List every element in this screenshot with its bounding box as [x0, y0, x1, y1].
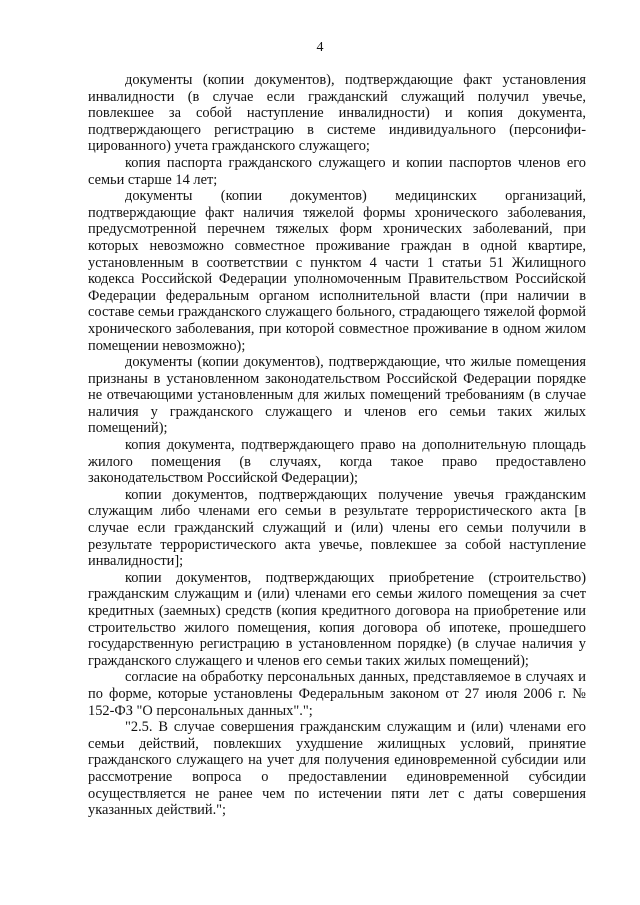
- paragraph-medical-documents: документы (копии документов) медицинских организаций, подтверждающие факт наличия тяжелой формы хронического заболевания, предусмотренной перечнем тяжелых форм хронических заболеваний, при которых невозможно совместное проживание граждан в одной квартире, установленным в соответствии с пунктом 4 части 1 статьи 51 Жилищного кодекса Российской Федерации уполномоченным Правительством Российской Федерации федеральным органом исполнительной власти (при наличии в составе семьи гражданского служащего больного, страдающего тяжелой формой хронического заболевания, при которой совместное проживание в одном жилом помещении невозможно);: [88, 188, 586, 354]
- paragraph-personal-data-consent: согласие на обработку персональных данных, представляемое в случаях и по форме, которые установлены Федеральным законом от 27 июля 2006 г. № 152-ФЗ "О персональных данных".";: [88, 669, 586, 719]
- paragraph-clause-2-5: "2.5. В случае совершения гражданским служащим и (или) членами его семьи действий, повлекших ухудшение жилищных условий, принятие гражданского служащего на учет для получения единовременной субсидии или рассмотрение вопроса о предоставлении единовременной субсидии осуществляется не ранее чем по истечении пяти лет с даты совершения указанных действий.";: [88, 719, 586, 819]
- document-body: [88, 72, 586, 819]
- paragraph-unfit-housing: документы (копии документов), подтверждающие, что жилые помещения признаны в установленном законодательством Российской Федерации порядке не отвечающими установленным для жилых помещений требованиям (в случае наличия у гражданского служащего и членов его семьи таких жилых помещений);: [88, 354, 586, 437]
- paragraph-additional-area: копия документа, подтверждающего право на дополнительную площадь жилого помещения (в случаях, когда такое право предоставлено законодательством Российской Федерации);: [88, 437, 586, 487]
- paragraph-disability-documents: документы (копии документов), подтверждающие факт установления инвалидности (в случае если гражданский служащий получил увечье, повлекшее за собой наступление инвалидности) и копия документа, подтверждающего регистрацию в системе индивидуального (персонифицированного) учета гражданского служащего;: [88, 72, 586, 155]
- paragraph-terror-injury: копии документов, подтверждающих получение увечья гражданским служащим либо членами его семьи в результате террористического акта [в случае если гражданский служащий и (или) члены его семьи получили в результате террористического акта увечье, повлекшее за собой наступление инвалидности];: [88, 486, 586, 570]
- paragraph-passport-copies: копия паспорта гражданского служащего и копии паспортов членов его семьи старше 14 лет;: [88, 154, 586, 188]
- page-number: 4: [316, 40, 324, 55]
- paragraph-credit-housing: копии документов, подтверждающих приобретение (строительство) гражданским служащим и (или) членами его семьи жилого помещения за счет кредитных (заемных) средств (копия кредитного договора на приобретение или строительство жилого помещения, копия договора об ипотеке, прошедшего государственную регистрацию в установленном порядке) (в случае наличия у гражданского служащего и членов его семьи таких жилых помещений);: [88, 569, 586, 669]
